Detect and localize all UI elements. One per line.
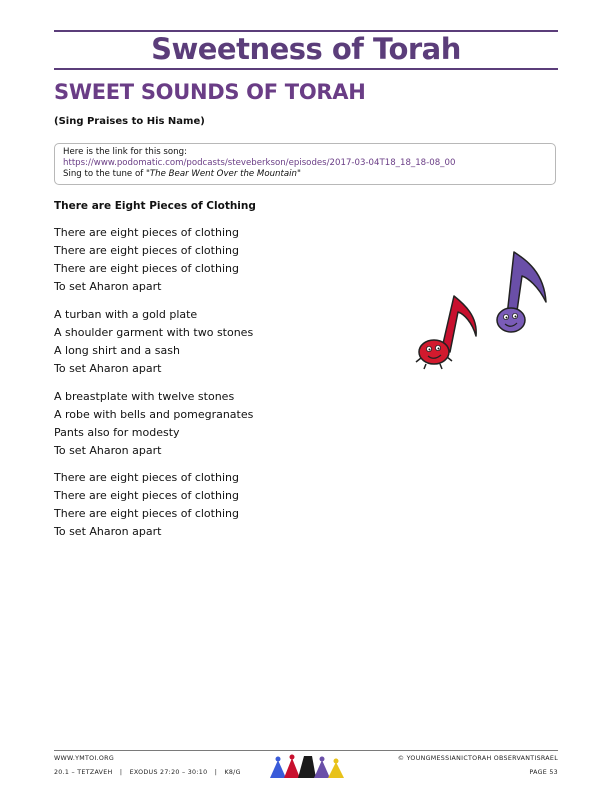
song-link[interactable]: https://www.podomatic.com/podcasts/steveberkson/episodes/2017-03-04T18_18_18-08_00	[63, 158, 456, 168]
lyric-line: There are eight pieces of clothing	[54, 226, 239, 239]
stanza-4	[54, 469, 239, 541]
tune-line	[63, 169, 555, 180]
tune-name: "The Bear Went Over the Mountain"	[145, 169, 301, 179]
stanza-3	[54, 388, 253, 460]
lyric-line: To set Aharon apart	[54, 444, 162, 457]
music-notes-illustration	[408, 244, 558, 384]
stanza-1	[54, 224, 239, 296]
footer-copyright: © YOUNGMESSIANICTORAH OBSERVANTISRAEL	[397, 755, 558, 762]
footer-page-number: PAGE 53	[529, 769, 558, 776]
footer-portion-name: 20.1 – TETZAVEH	[54, 769, 113, 776]
lyric-line: There are eight pieces of clothing	[54, 471, 239, 484]
lyric-line: A long shirt and a sash	[54, 344, 180, 357]
lyric-line: A turban with a gold plate	[54, 308, 198, 321]
footer-website[interactable]: WWW.YMTOI.ORG	[54, 755, 115, 762]
red-note-icon	[416, 296, 476, 369]
footer-level: K8/G	[224, 769, 241, 776]
link-intro: Here is the link for this song:	[63, 147, 187, 157]
lyric-line: There are eight pieces of clothing	[54, 507, 239, 520]
section-heading: SWEET SOUNDS OF TORAH	[54, 80, 366, 104]
footer-rule	[54, 750, 558, 751]
lyric-line: Pants also for modesty	[54, 426, 180, 439]
page-title: Sweetness of Torah	[151, 32, 461, 66]
stanza-2	[54, 306, 253, 378]
tune-prefix: Sing to the tune of	[63, 169, 146, 179]
section-subheading: (Sing Praises to His Name)	[54, 116, 205, 127]
lyric-line: There are eight pieces of clothing	[54, 262, 239, 275]
lyric-line: There are eight pieces of clothing	[54, 244, 239, 257]
lyric-line: A robe with bells and pomegranates	[54, 408, 254, 421]
title-underline	[54, 68, 558, 70]
lyric-line: A shoulder garment with two stones	[54, 326, 254, 339]
footer-reference: EXODUS 27:20 – 30:10	[129, 769, 208, 776]
lyric-line: A breastplate with twelve stones	[54, 390, 235, 403]
lyric-line: To set Aharon apart	[54, 362, 162, 375]
footer-portion: 20.1 – TETZAVEH | EXODUS 27:20 – 30:10 | K8/G	[54, 769, 241, 776]
lyric-line: To set Aharon apart	[54, 525, 162, 538]
song-link-box	[54, 143, 556, 185]
lyric-line: To set Aharon apart	[54, 280, 162, 293]
song-title: There are Eight Pieces of Clothing	[54, 200, 256, 212]
lyric-line: There are eight pieces of clothing	[54, 489, 239, 502]
ymtoi-logo-icon	[268, 752, 346, 780]
purple-note-icon	[497, 252, 546, 332]
